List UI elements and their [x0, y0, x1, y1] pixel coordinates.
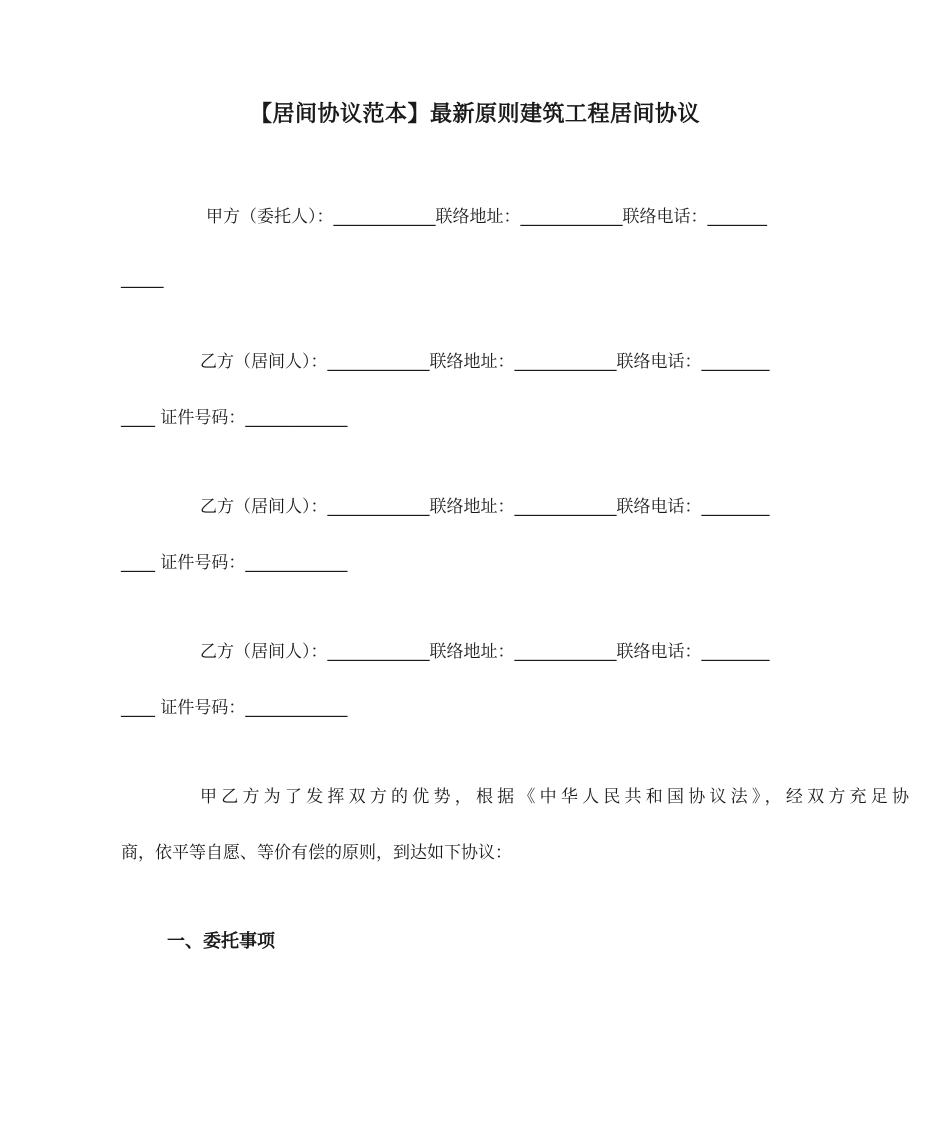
preamble-line-2: 商，依平等自愿、等价有偿的原则，到达如下协议： — [121, 843, 512, 863]
party-b-2-line-2: ____ 证件号码：____________ — [121, 553, 348, 573]
document-title: 【居间协议范本】最新原则建筑工程居间协议 — [249, 102, 700, 127]
section-heading-commission: 一、委托事项 — [167, 931, 275, 952]
party-b-3-line-2: ____ 证件号码：____________ — [121, 698, 348, 718]
party-a-line-2: _____ — [121, 269, 164, 289]
party-b-2-line-1: 乙方（居间人）：____________联络地址：____________联络电话：________ — [200, 497, 770, 517]
preamble-line-1: 甲乙方为了发挥双方的优势，根据《中华人民共和国协议法》，经双方充足协 — [200, 787, 909, 807]
party-b-1-line-2: ____ 证件号码：____________ — [121, 408, 348, 428]
party-b-3-line-1: 乙方（居间人）：____________联络地址：____________联络电话：________ — [200, 642, 770, 662]
party-a-line-1: 甲方（委托人）：____________联络地址：____________联络电话：_______ — [206, 207, 767, 227]
party-b-1-line-1: 乙方（居间人）：____________联络地址：____________联络电话：________ — [200, 352, 770, 372]
